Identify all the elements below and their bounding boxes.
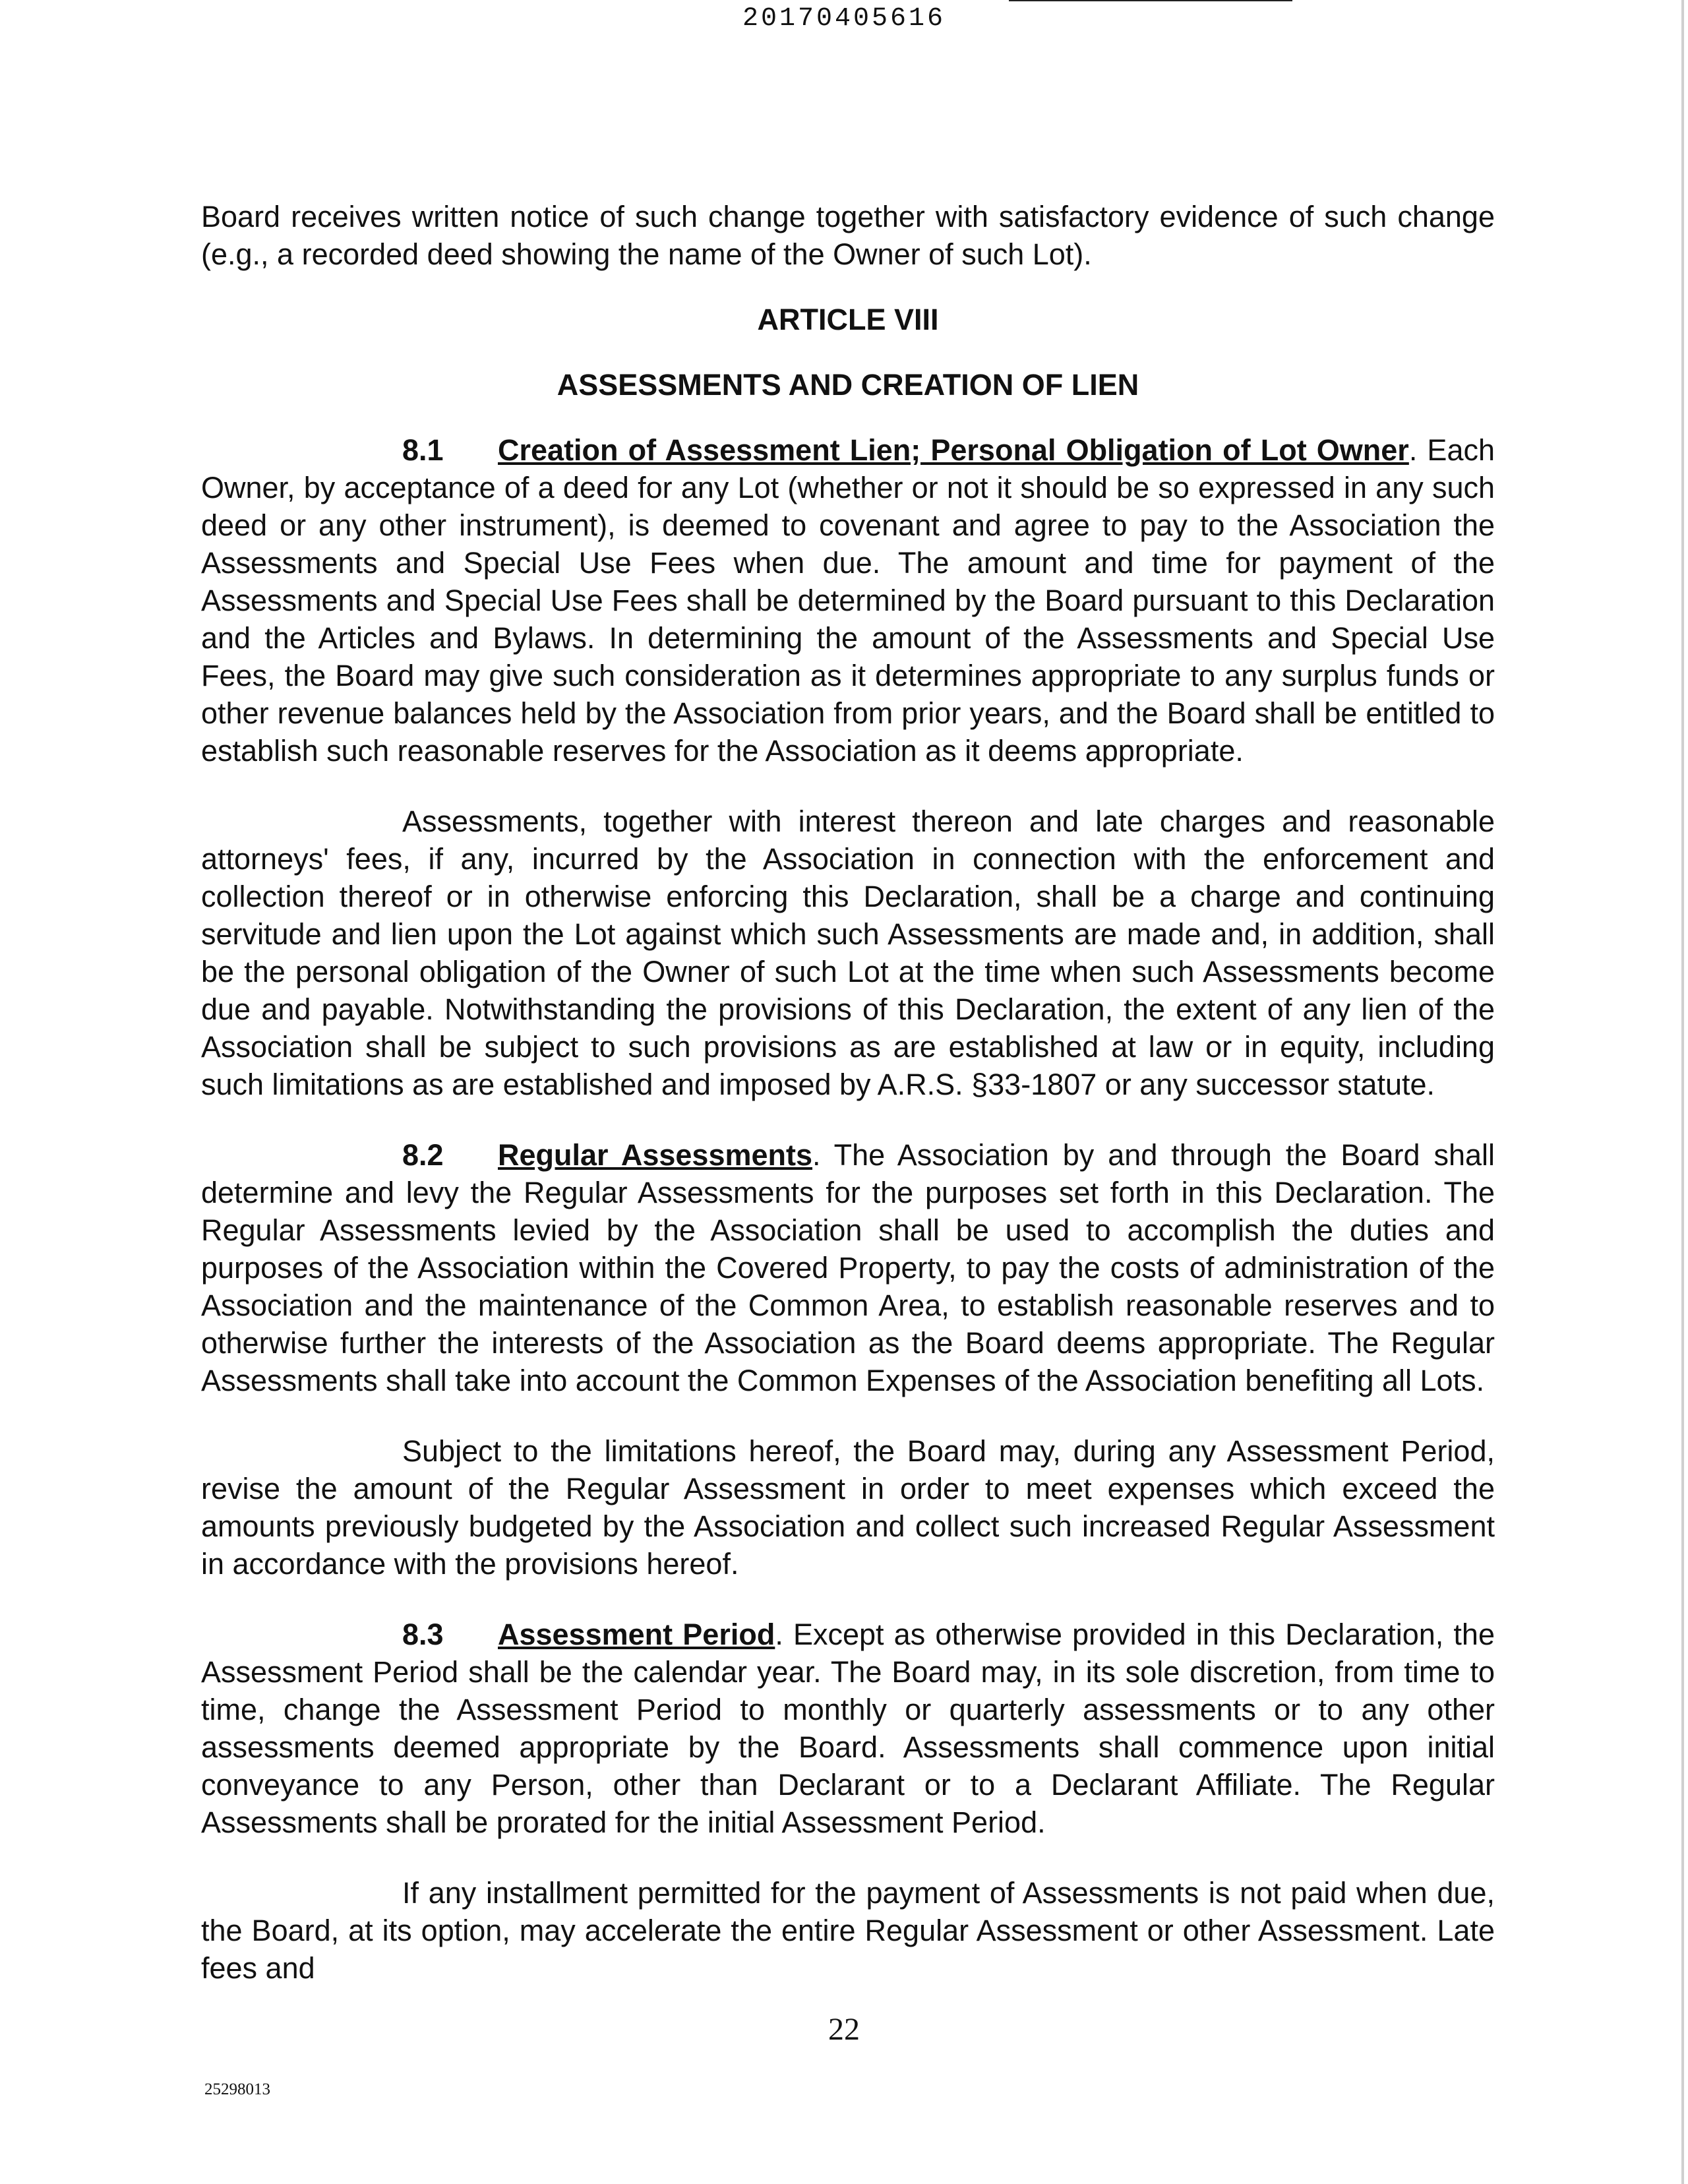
header-rule — [1009, 0, 1292, 1]
section-title: Assessment Period — [498, 1618, 775, 1651]
paragraph-8-1-continued: Assessments, together with interest thereon and late charges and reasonable attorneys' fees, if any, incurred by the Association in connection with the enforcement and collection thereof or in otherwise enforcing this Declaration, shall be a charge and continuing servitude and lien upon the Lot against which such Assessments are made and, in addition, shall be the personal obligation of the Owner of such Lot at the time when such Assessments become due and payable. Notwithstanding the provisions of this Declaration, the extent of any lien of the Association shall be subject to such provisions as are established at law or in equity, including such limitations as are established and imposed by A.R.S. §33-1807 or any successor statute. — [201, 804, 1495, 1101]
section-title: Creation of Assessment Lien; Personal Obligation of Lot Owner — [498, 433, 1409, 467]
section-text: . Each Owner, by acceptance of a deed for any Lot (whether or not it should be so expressed in any such deed or any other instrument), is deemed to covenant and agree to pay to the Association the Assessments and Special Use Fees when due. The amount and time for payment of the Assessments and Special Use Fees shall be determined by the Board pursuant to this Declaration and the Articles and Bylaws. In determining the amount of the Assessments and Special Use Fees, the Board may give such consideration as it determines appropriate to any surplus funds or other revenue balances held by the Association from prior years, and the Board shall be entitled to establish such reasonable reserves for the Association as it deems appropriate. — [201, 433, 1495, 768]
paragraph-8-3-continued: If any installment permitted for the payment of Assessments is not paid when due, the Board, at its option, may accelerate the entire Regular Assessment or other Assessment. Late fees and — [201, 1876, 1495, 1985]
scan-edge — [1681, 0, 1684, 2184]
article-number: ARTICLE VIII — [757, 303, 939, 336]
section-number: 8.1 — [402, 433, 444, 467]
section-8-1 — [201, 431, 1495, 770]
section-number: 8.2 — [402, 1138, 444, 1172]
section-8-3 — [201, 1616, 1495, 1841]
document-body — [201, 198, 1495, 1987]
document-number: 20170405616 — [742, 4, 946, 34]
section-number: 8.3 — [402, 1618, 444, 1651]
section-title: Regular Assessments — [498, 1138, 813, 1172]
section-text: . Except as otherwise provided in this Declaration, the Assessment Period shall be the calendar year. The Board may, in its sole discretion, from time to time, change the Assessment Period to monthly or quarterly assessments or to any other assessments deemed appropriate by the Board. Assessments shall commence upon initial conveyance to any Person, other than Declarant or to a Declarant Affiliate. The Regular Assessments shall be prorated for the initial Assessment Period. — [201, 1618, 1495, 1839]
section-8-2 — [201, 1136, 1495, 1399]
paragraph-8-2-continued: Subject to the limitations hereof, the Board may, during any Assessment Period, revise the amount of the Regular Assessment in order to meet expenses which exceed the amounts previously budgeted by the Association and collect such increased Regular Assessment in accordance with the provisions hereof. — [201, 1434, 1495, 1581]
article-title: ASSESSMENTS AND CREATION OF LIEN — [557, 368, 1139, 402]
page-number: 22 — [828, 2012, 860, 2047]
document-id: 25298013 — [204, 2080, 270, 2098]
section-text: . The Association by and through the Board shall determine and levy the Regular Assessments for the purposes set forth in this Declaration. The Regular Assessments levied by the Association shall be used to accomplish the duties and purposes of the Association within the Covered Property, to pay the costs of administration of the Association and the maintenance of the Common Area, to establish reasonable reserves and to otherwise further the interests of the Association as the Board deems appropriate. The Regular Assessments shall take into account the Common Expenses of the Association benefiting all Lots. — [201, 1138, 1495, 1397]
intro-paragraph: Board receives written notice of such change together with satisfactory evidence of such change (e.g., a recorded deed showing the name of the Owner of such Lot). — [201, 200, 1495, 271]
